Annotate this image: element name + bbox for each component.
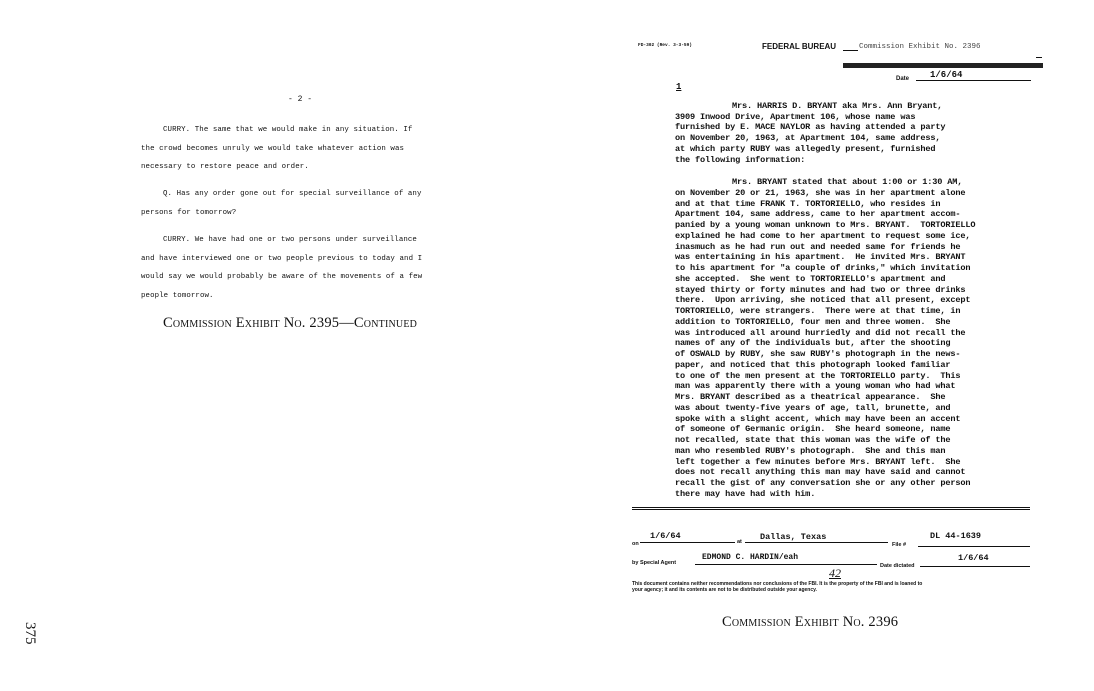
- page-number: 375: [22, 622, 38, 645]
- header-exhibit: Commission Exhibit No. 2396: [859, 43, 981, 51]
- body-line: inasmuch as he had run out and needed same for friends he: [675, 241, 961, 252]
- at-rule: [745, 542, 888, 543]
- disclaimer-line-1: This document contains neither recommendations nor conclusions of the FBI. It is the property of the FBI and is loaned to: [632, 581, 923, 587]
- body-line: was introduced all around hurriedly and did not recall the: [675, 327, 966, 338]
- date-rule: [916, 80, 1031, 81]
- body-line: explained he had come to her apartment to request some ice,: [675, 230, 971, 241]
- left-page-caption: Commission Exhibit No. 2395—Continued: [163, 315, 418, 331]
- body-line: the following information:: [675, 154, 806, 165]
- body-line: does not recall anything this man may have said and cannot: [675, 467, 966, 478]
- footer-top-rule: [632, 507, 1030, 508]
- file-value: DL 44-1639: [930, 531, 982, 541]
- left-page-line: would say we would probably be aware of the movements of a few: [141, 273, 423, 281]
- body-line: TORTORIELLO, were strangers. There were at that time, in: [675, 306, 961, 316]
- body-line: at which party RUBY was allegedly present, furnished: [675, 143, 936, 154]
- body-line: she accepted. She went to TORTORIELLO's apartment and: [675, 273, 946, 284]
- left-page-line: CURRY. The same that we would make in any situation. If: [163, 126, 413, 134]
- body-line: stayed thirty or forty minutes and had two or three drinks: [675, 284, 966, 295]
- body-line: panied by a young woman unknown to Mrs. BRYANT. TORTORIELLO: [675, 220, 976, 230]
- left-page-line: Q. Has any order gone out for special surveillance of any: [163, 190, 422, 198]
- left-page-line: persons for tomorrow?: [141, 209, 237, 217]
- body-line: Apartment 104, same address, came to her apartment accom-: [675, 209, 961, 220]
- page-num: 1: [676, 82, 682, 92]
- on-rule: [640, 542, 735, 543]
- body-line: names of any of the individuals but, after the shooting: [675, 338, 951, 349]
- body-line: man was apparently there with a young woman who had what: [675, 381, 956, 392]
- at-value: Dallas, Texas: [760, 532, 827, 542]
- left-page-marker: - 2 -: [288, 95, 313, 104]
- left-page-line: and have interviewed one or two people previous to today and I: [141, 255, 423, 263]
- body-line: to one of the men present at the TORTORIELLO party. This: [675, 370, 961, 381]
- body-line: spoke with a slight accent, which may have been an accent: [675, 413, 961, 424]
- body-line: man who resembled RUBY's photograph. She and this man: [675, 445, 946, 456]
- body-line: left together a few minutes before Mrs. BRYANT left. She: [675, 456, 961, 467]
- file-rule: [918, 546, 1030, 547]
- dictated-label: Date dictated: [880, 563, 915, 569]
- footer-top-rule-2: [632, 509, 1030, 510]
- body-line: to his apartment for "a couple of drinks," which invitation: [675, 263, 971, 273]
- on-value: 1/6/64: [650, 531, 681, 541]
- right-page-caption: Commission Exhibit No. 2396: [722, 614, 899, 630]
- left-page-line: CURRY. We have had one or two persons under surveillance: [163, 236, 417, 244]
- body-line: paper, and noticed that this photograph looked familiar: [675, 359, 951, 370]
- body-line: Mrs. BRYANT stated that about 1:00 or 1:30 AM,: [732, 177, 963, 187]
- handwritten-number: 42: [829, 566, 841, 580]
- agent-label: by Special Agent: [632, 560, 677, 566]
- body-line: 3909 Inwood Drive, Apartment 106, whose name was: [675, 111, 916, 122]
- file-label: File #: [892, 542, 907, 548]
- header-agency: FEDERAL BUREAU: [762, 42, 837, 51]
- body-line: was about twenty-five years of age, tall, brunette, and: [675, 402, 951, 413]
- body-line: of someone of Germanic origin. She heard someone, name: [675, 424, 951, 435]
- body-line: on November 20 or 21, 1963, she was in her apartment alone: [675, 187, 966, 198]
- body-line: and at that time FRANK T. TORTORIELLO, who resides in: [675, 198, 941, 209]
- header-rule-short: [843, 50, 858, 51]
- body-line: not recalled, state that this woman was the wife of the: [675, 435, 951, 445]
- body-line: on November 20, 1963, at Apartment 104, same address,: [675, 133, 941, 144]
- body-line: of OSWALD by RUBY, she saw RUBY's photograph in the news-: [675, 349, 961, 359]
- body-line: there may have had with him.: [675, 488, 816, 499]
- form-number: FD-302 (Rev. 3-3-59): [638, 43, 693, 48]
- body-line: recall the gist of any conversation she or any other person: [675, 478, 971, 488]
- dictated-rule: [920, 566, 1030, 567]
- at-label: at: [737, 539, 742, 545]
- date-label: Date: [896, 76, 910, 82]
- body-line: Mrs. BRYANT described as a theatrical appearance. She: [675, 392, 946, 402]
- agent-value: EDMOND C. HARDIN/eah: [702, 553, 799, 562]
- date-value: 1/6/64: [930, 70, 963, 80]
- body-line: furnished by E. MACE NAYLOR as having attended a party: [675, 122, 946, 133]
- redaction-bar: [843, 63, 1043, 68]
- agent-rule: [695, 564, 877, 565]
- body-line: Mrs. HARRIS D. BRYANT aka Mrs. Ann Bryant,: [732, 101, 943, 111]
- body-line: there. Upon arriving, she noticed that all present, except: [675, 295, 971, 306]
- left-page-line: people tomorrow.: [141, 292, 214, 300]
- on-label: on: [632, 541, 639, 547]
- left-page-line: the crowd becomes unruly we would take whatever action was: [141, 145, 405, 153]
- header-rule-end: [1036, 57, 1042, 58]
- body-line: addition to TORTORIELLO, four men and three women. She: [675, 316, 951, 327]
- left-page-line: necessary to restore peace and order.: [141, 163, 309, 171]
- dictated-value: 1/6/64: [958, 553, 989, 563]
- body-line: was entertaining in his apartment. He invited Mrs. BRYANT: [675, 252, 966, 263]
- disclaimer-line-2: your agency; it and its contents are not to be distributed outside your agency.: [632, 587, 817, 593]
